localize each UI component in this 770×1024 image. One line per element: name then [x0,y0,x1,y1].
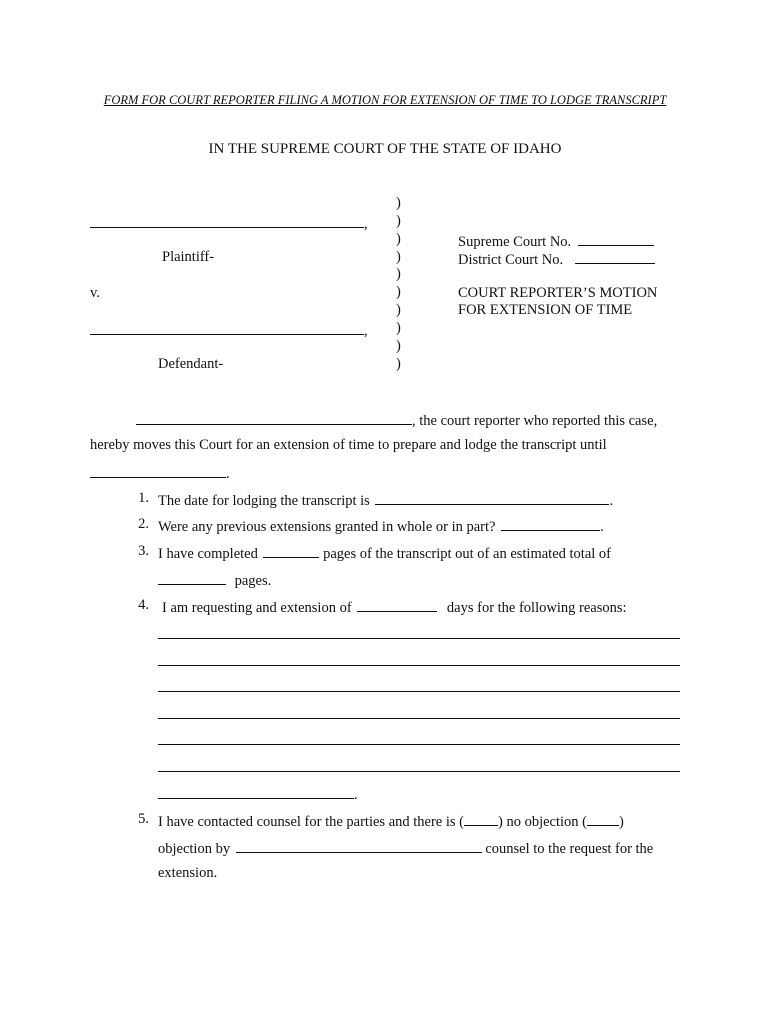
item-number-2: 2. [138,516,149,532]
motion-title-line2: FOR EXTENSION OF TIME [458,302,633,318]
court-title: IN THE SUPREME COURT OF THE STATE OF IDAHO [208,141,562,157]
caption-comma: , [364,216,368,232]
caption-paren: ) [396,284,401,301]
reason-final-line[interactable] [158,784,358,804]
caption-paren: ) [396,337,401,354]
period: . [600,519,604,535]
caption-paren: ) [396,195,401,211]
extension-days-blank[interactable] [357,597,437,612]
versus-label: v. [90,285,100,301]
plaintiff-name-blank[interactable] [90,213,364,228]
pages-completed-blank[interactable] [263,543,319,558]
item-number-3: 3. [138,543,149,559]
until-date-field[interactable] [90,463,230,483]
item-1-text: The date for lodging the transcript is [158,493,370,509]
item-number-1: 1. [138,490,149,506]
item-5-text-d: objection by [158,841,231,857]
item-4 [162,597,627,617]
district-court-no-label: District Court No. [458,252,564,268]
reporter-name-blank[interactable] [136,410,412,425]
caption-paren: ) [396,355,401,372]
defendant-name-blank[interactable] [90,320,364,335]
item-number-5: 5. [138,811,149,827]
plaintiff-label: Plaintiff- [162,249,215,265]
item-5 [158,811,624,831]
no-objection-blank[interactable] [464,811,498,826]
caption-paren: ) [396,302,401,319]
objection-blank[interactable] [587,811,619,826]
form-title: FORM FOR COURT REPORTER FILING A MOTION FOR EXTENSION OF TIME TO LODGE TRANSCRIPT [103,93,667,107]
item-3-text-b: pages of the transcript out of an estimated total of [323,546,611,562]
caption-paren: ) [396,319,401,336]
caption-divider [396,195,401,373]
objecting-counsel-blank[interactable] [236,838,482,853]
pages-total-blank[interactable] [158,570,226,585]
motion-title-line1: COURT REPORTER’S MOTION [458,285,658,301]
item-4-text-a: I am requesting and extension of [162,600,352,616]
intro-paragraph [136,410,657,430]
item-3-text-c: pages. [234,573,272,589]
item-5-text-a: I have contacted counsel for the parties and there is ( [158,814,464,830]
reason-line[interactable] [158,691,680,692]
district-court-no-field[interactable] [458,249,655,269]
reason-line[interactable] [158,744,680,745]
until-date-blank[interactable] [90,463,226,478]
item-5-text-e: counsel to the request for the [485,841,654,857]
caption-paren: ) [396,230,401,247]
reason-line[interactable] [158,638,680,639]
item-5-text-c: ) [618,814,624,830]
period: . [609,493,614,509]
period: . [354,787,358,803]
item-5-continued [158,838,653,858]
intro-text: , the court reporter who reported this case, [412,413,658,429]
item-3 [158,543,611,563]
item-5-text-b: ) no objection ( [497,814,587,830]
item-3-text-a: I have completed [158,546,258,562]
caption-paren: ) [396,212,401,229]
reason-line[interactable] [158,771,680,772]
item-number-4: 4. [138,597,149,613]
item-3-continued [158,570,271,590]
district-court-no-blank[interactable] [575,249,655,264]
caption-comma: , [364,323,368,339]
supreme-court-no-field[interactable] [458,231,654,251]
defendant-name-field[interactable] [90,320,368,340]
item-2 [158,516,604,536]
reason-final-blank[interactable] [158,784,354,799]
supreme-court-no-blank[interactable] [578,231,654,246]
item-2-text: Were any previous extensions granted in whole or in part? [158,519,496,535]
supreme-court-no-label: Supreme Court No. [458,234,572,250]
caption-paren: ) [396,266,401,283]
item-1 [158,490,613,510]
intro-line2: hereby moves this Court for an extension of time to prepare and lodge the transcript until [90,437,607,453]
plaintiff-name-field[interactable] [90,213,368,233]
reason-line[interactable] [158,665,680,666]
item-4-text-b: days for the following reasons: [446,600,627,616]
previous-extensions-blank[interactable] [501,516,600,531]
defendant-label: Defendant- [158,356,224,372]
lodging-date-blank[interactable] [375,490,609,505]
item-5-text-f: extension. [158,865,218,881]
period: . [226,466,230,482]
reason-line[interactable] [158,718,680,719]
caption-paren: ) [396,248,401,265]
